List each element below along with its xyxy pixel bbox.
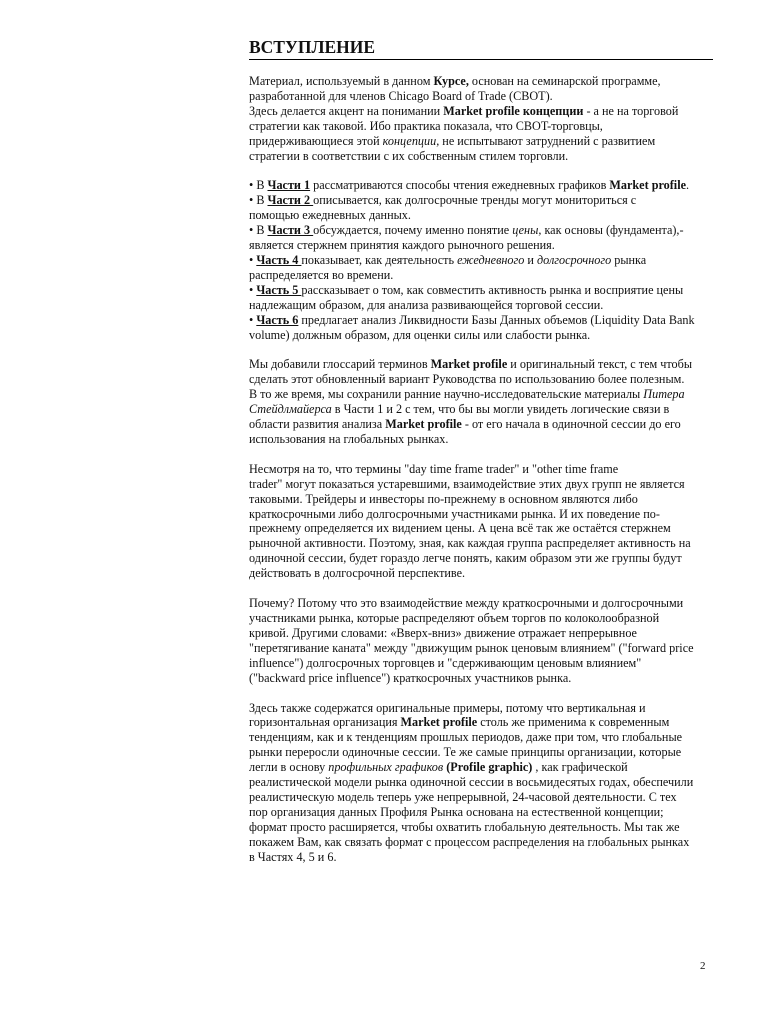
text-run: Market profile концепции bbox=[443, 103, 584, 118]
text-line bbox=[249, 656, 713, 671]
text-line bbox=[249, 760, 713, 775]
text-line bbox=[249, 178, 713, 193]
text-run: является стержнем принятия каждого рыночного решения. bbox=[249, 238, 555, 253]
text-run: одиночной сессии, будет гораздо легче понять, каким образом эти же группы будут bbox=[249, 551, 682, 566]
text-line bbox=[249, 357, 713, 372]
text-run: Стейдлмайерса bbox=[249, 402, 332, 417]
paragraph bbox=[249, 74, 713, 163]
text-line bbox=[249, 193, 713, 208]
text-line bbox=[249, 462, 713, 477]
text-line bbox=[249, 715, 713, 730]
text-run: участниками рынка, которые распределяют объем торгов по колоколообразной bbox=[249, 611, 660, 625]
text-run: долгосрочного bbox=[536, 252, 612, 267]
text-line bbox=[249, 208, 713, 223]
text-run: Market profile bbox=[609, 178, 686, 193]
text-run: Здесь также содержатся оригинальные примеры, потому что вертикальная и bbox=[249, 700, 646, 715]
text-run: Market profile bbox=[400, 715, 478, 730]
text-run: стратегии в соответствии с их собственным стилем торговли. bbox=[249, 148, 569, 163]
text-run: Market profile bbox=[430, 357, 508, 372]
text-run: разработанной для членов Chicago Board of Trade (CBOT). bbox=[249, 88, 553, 103]
text-run: обсуждается, почему именно понятие bbox=[313, 223, 513, 238]
text-line bbox=[249, 134, 713, 149]
text-line bbox=[249, 671, 713, 686]
text-line bbox=[249, 551, 713, 566]
text-line bbox=[249, 417, 713, 432]
text-run: Мы добавили глоссарий терминов bbox=[249, 357, 431, 372]
text-run: в Частях 4, 5 и 6. bbox=[249, 849, 337, 864]
page-content bbox=[249, 36, 713, 880]
text-line bbox=[249, 149, 713, 164]
text-run: Части 2 bbox=[267, 193, 314, 208]
text-run: . bbox=[686, 178, 690, 193]
text-run: придерживающиеся этой bbox=[249, 133, 383, 148]
page-number: 2 bbox=[700, 960, 706, 972]
paragraph bbox=[249, 596, 713, 685]
text-line bbox=[249, 835, 713, 850]
text-line bbox=[249, 566, 713, 581]
text-run: Здесь делается акцент на понимании bbox=[249, 103, 444, 118]
text-run: • В bbox=[249, 193, 268, 208]
text-line bbox=[249, 298, 713, 313]
text-run: В то же время, мы сохранили ранние научно-исследовательские материалы bbox=[249, 387, 644, 402]
text-run: - а не на торговой bbox=[583, 103, 679, 118]
text-run: реалистической модели рынка одиночной сессии в восьмидесятых годах, обеспечили bbox=[249, 775, 694, 790]
text-run: описывается, как долгосрочные тренды могут мониториться с bbox=[313, 193, 637, 208]
text-run: стратегии как таковой. Ибо практика показала, что CBOT-торговцы, bbox=[249, 118, 603, 133]
text-run: сделать этот обновленный вариант Руководства по использованию более полезным. bbox=[249, 372, 685, 387]
text-run: Материал, используемый в данном bbox=[249, 74, 434, 88]
text-run: рыночной активности. Поэтому, зная, как каждая группа распределяет активность на bbox=[249, 536, 691, 551]
text-run: • В bbox=[249, 223, 268, 238]
text-line bbox=[249, 313, 713, 328]
text-run: действовать в долгосрочной перспективе. bbox=[249, 566, 466, 581]
text-line bbox=[249, 283, 713, 298]
text-line bbox=[249, 596, 713, 611]
body-text bbox=[249, 74, 713, 865]
text-line bbox=[249, 119, 713, 134]
text-run: influence") долгосрочных торговцев и "сдерживающим ценовым влиянием" bbox=[249, 655, 642, 670]
text-line bbox=[249, 507, 713, 522]
text-line bbox=[249, 701, 713, 716]
text-line bbox=[249, 730, 713, 745]
text-run: - от его начала в одиночной сессии до его bbox=[461, 417, 681, 432]
text-run: области развития анализа bbox=[249, 417, 386, 432]
text-run: формат просто расширяется, чтобы охватить глобальную деятельность. Мы так же bbox=[249, 819, 680, 834]
text-run: тенденциям, как и к тенденциям прошлых периодов, даже при том, что глобальные bbox=[249, 730, 683, 745]
text-run: концепции, bbox=[382, 133, 440, 148]
text-line bbox=[249, 492, 713, 507]
text-line bbox=[249, 223, 713, 238]
text-run: Части 1 bbox=[267, 178, 311, 193]
text-line bbox=[249, 626, 713, 641]
text-run: и bbox=[524, 252, 537, 267]
page-heading: ВСТУПЛЕНИЕ bbox=[249, 36, 713, 60]
text-run: Курсе, bbox=[433, 74, 469, 88]
text-run: использования на глобальных рынках. bbox=[249, 431, 449, 446]
text-run: прежнему определяется их видением цены. А цена всё так же остаётся стержнем bbox=[249, 521, 671, 536]
text-run: помощью ежедневных данных. bbox=[249, 208, 411, 223]
text-run: (Profile graphic) bbox=[446, 760, 533, 775]
text-line bbox=[249, 775, 713, 790]
text-run: распределяется во времени. bbox=[249, 267, 394, 282]
text-line bbox=[249, 521, 713, 536]
text-run: "перетягивание каната" между "движущим рынок ценовым влиянием" ("forward price bbox=[249, 640, 694, 655]
text-run: Часть 6 bbox=[256, 312, 299, 327]
text-line bbox=[249, 790, 713, 805]
text-run: ("backward price influence") краткосрочных участников рынка. bbox=[249, 670, 572, 685]
text-run: реалистическую модель теперь уже непрерывной, 24-часовой деятельности. С тех bbox=[249, 789, 677, 804]
text-run: • bbox=[249, 282, 257, 297]
text-run: профильных графиков bbox=[328, 760, 444, 775]
text-line bbox=[249, 805, 713, 820]
text-run: volume) должным образом, для оценки силы или слабости рынка. bbox=[249, 327, 591, 342]
text-line bbox=[249, 89, 713, 104]
text-line bbox=[249, 387, 713, 402]
paragraph bbox=[249, 701, 713, 865]
text-run: рассказывает о том, как совместить активность рынка и восприятие цены bbox=[301, 282, 684, 297]
text-line bbox=[249, 268, 713, 283]
text-line bbox=[249, 104, 713, 119]
text-run: рассматриваются способы чтения ежедневных графиков bbox=[310, 178, 610, 193]
text-line bbox=[249, 477, 713, 492]
text-run: рынки переросли одиночные сессии. Те же самые принципы организации, которые bbox=[249, 745, 682, 760]
text-line bbox=[249, 432, 713, 447]
text-line bbox=[249, 328, 713, 343]
text-run: таковыми. Трейдеры и инвесторы по-прежнему в основном являются либо bbox=[249, 491, 638, 506]
text-run: как основы (фундамента),- bbox=[541, 223, 684, 238]
text-run: • В bbox=[249, 178, 268, 193]
text-line bbox=[249, 372, 713, 387]
text-line bbox=[249, 641, 713, 656]
text-run: цены, bbox=[512, 223, 542, 238]
text-line bbox=[249, 74, 713, 89]
text-run: Почему? Потому что это взаимодействие между краткосрочными и долгосрочными bbox=[249, 596, 684, 611]
paragraph bbox=[249, 357, 713, 446]
text-run: горизонтальная организация bbox=[249, 715, 401, 730]
text-line bbox=[249, 611, 713, 626]
text-run: и оригинальный текст, с тем чтобы bbox=[507, 357, 693, 372]
text-run: покажем Вам, как связать формат с процессом распределения на глобальных рынках bbox=[249, 834, 690, 849]
text-run: Питера bbox=[643, 387, 685, 402]
text-run: пор организация данных Профиля Рынка основана на естественной концепции; bbox=[249, 804, 664, 819]
text-run: краткосрочными либо долгосрочными участниками рынка. И их поведение по- bbox=[249, 506, 660, 521]
text-run: предлагает анализ Ликвидности Базы Данных объемов (Liquidity Data Bank bbox=[298, 312, 695, 327]
text-run: Market profile bbox=[385, 417, 462, 432]
text-run: не испытывают затруднений с развитием bbox=[439, 133, 656, 148]
text-run: в Части 1 и 2 с тем, что бы вы могли увидеть логические связи в bbox=[331, 402, 670, 417]
text-run: надлежащим образом, для анализа развивающейся торговой сессии. bbox=[249, 297, 604, 312]
paragraph bbox=[249, 178, 713, 342]
text-run: легли в основу bbox=[249, 760, 329, 775]
text-run: показывает, как деятельность bbox=[301, 252, 458, 267]
text-run: Части 3 bbox=[267, 223, 314, 238]
text-run: trader" могут показаться устаревшими, взаимодействие этих двух групп не является bbox=[249, 476, 685, 491]
text-run: Часть 5 bbox=[256, 282, 302, 297]
text-run: основан на семинарской программе, bbox=[468, 74, 661, 88]
text-run: • bbox=[249, 252, 257, 267]
paragraph bbox=[249, 462, 713, 581]
text-run: рынка bbox=[611, 252, 647, 267]
text-run: столь же применима к современным bbox=[477, 715, 670, 730]
text-line bbox=[249, 536, 713, 551]
text-line bbox=[249, 402, 713, 417]
text-line bbox=[249, 238, 713, 253]
text-run: • bbox=[249, 312, 257, 327]
text-run: Часть 4 bbox=[256, 252, 302, 267]
text-run: , как графической bbox=[532, 760, 628, 775]
text-line bbox=[249, 820, 713, 835]
text-run: ежедневного bbox=[457, 252, 525, 267]
text-line bbox=[249, 850, 713, 865]
text-line bbox=[249, 253, 713, 268]
text-run: Несмотря на то, что термины "day time frame trader" и "other time frame bbox=[249, 461, 619, 476]
text-run: кривой. Другими словами: «Вверх-вниз» движение отражает непрерывное bbox=[249, 625, 637, 640]
text-line bbox=[249, 745, 713, 760]
